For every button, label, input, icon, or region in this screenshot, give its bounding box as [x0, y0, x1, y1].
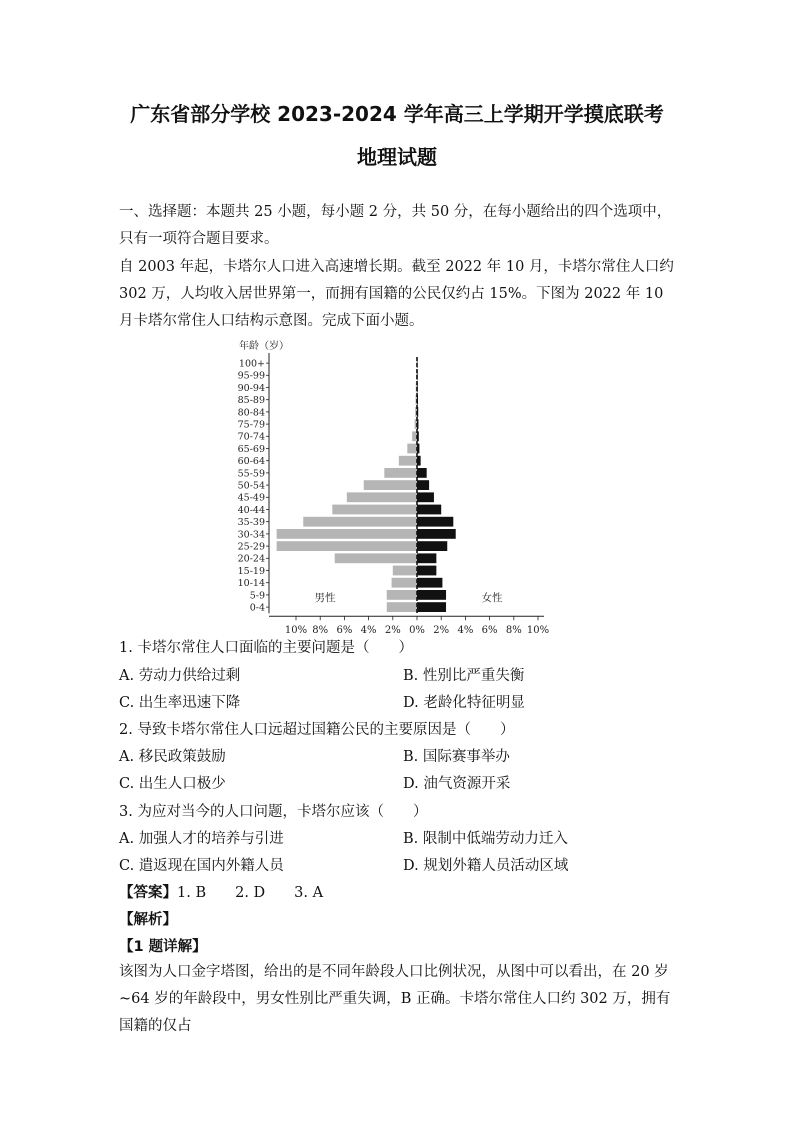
female-series-label: 女性 — [481, 592, 503, 605]
male-bar — [277, 529, 417, 539]
male-bar — [407, 444, 417, 454]
age-tick-label: 5-9 — [249, 590, 265, 602]
analysis-label: 【解析】 — [119, 912, 177, 928]
female-bar — [417, 529, 456, 539]
male-bar — [384, 468, 417, 478]
age-tick-label: 20-24 — [237, 553, 265, 565]
male-bar — [392, 578, 417, 588]
female-bar — [417, 590, 446, 600]
female-bar — [417, 602, 446, 612]
q2-option-b: B. 国际赛事举办 — [403, 749, 510, 765]
answer-label: 【答案】 — [119, 885, 177, 901]
x-tick-label: 8% — [505, 625, 522, 635]
age-tick-label: 85-89 — [237, 395, 265, 407]
paper-title: 广东省部分学校 2023-2024 学年高三上学期开学摸底联考 — [130, 102, 664, 126]
age-tick-label: 30-34 — [237, 529, 265, 541]
x-tick-label: 10% — [284, 625, 308, 635]
q1-option-a: A. 劳动力供给过剩 — [119, 668, 241, 684]
age-tick-label: 15-19 — [237, 565, 265, 577]
x-tick-label: 6% — [336, 625, 353, 635]
detail-text: 该图为人口金字塔图，给出的是不同年龄段人口比例状况，从图中可以看出，在 20 岁~64 岁的年龄段中，男女性别比严重失调，B 正确。卡塔尔常住人口约 302 万，拥有国籍的仅占 — [119, 964, 671, 1034]
age-tick-label: 35-39 — [237, 517, 265, 529]
q3-option-a: A. 加强人才的培养与引进 — [119, 831, 284, 847]
male-bar — [277, 541, 417, 551]
age-tick-label: 80-84 — [237, 407, 265, 419]
q2-option-a: A. 移民政策鼓励 — [119, 749, 226, 765]
female-bar — [417, 553, 436, 563]
x-tick-label: 2% — [384, 625, 401, 635]
q3-option-c: C. 遣返现在国内外籍人员 — [119, 858, 284, 874]
passage-text: 自 2003 年起，卡塔尔人口进入高速增长期。截至 2022 年 10 月，卡塔尔常住人口约 302 万，人均收入居世界第一，而拥有国籍的公民仅约占 15%。下图为 2022 年 10 月卡塔尔常住人口结构示意图。完成下面小题。 — [119, 259, 674, 329]
age-tick-label: 75-79 — [237, 419, 265, 431]
q2-option-d: D. 油气资源开采 — [403, 776, 511, 792]
female-bar — [417, 578, 442, 588]
male-bar — [387, 590, 417, 600]
q3-option-b: B. 限制中低端劳动力迁入 — [403, 831, 568, 847]
x-tick-label: 10% — [526, 625, 550, 635]
detail-label: 【1 题详解】 — [119, 939, 207, 955]
answer-text: 1. B 2. D 3. A — [177, 885, 324, 901]
q1-option-d: D. 老龄化特征明显 — [403, 695, 525, 711]
population-pyramid-chart — [233, 337, 563, 635]
age-tick-label: 90-94 — [237, 382, 265, 394]
male-bar — [332, 505, 417, 515]
female-bar — [417, 492, 434, 502]
x-tick-label: 4% — [457, 625, 474, 635]
paper-subtitle: 地理试题 — [357, 145, 437, 169]
age-tick-label: 0-4 — [249, 602, 265, 614]
age-tick-label: 40-44 — [237, 504, 265, 516]
age-tick-label: 50-54 — [237, 480, 265, 492]
y-axis-label: 年龄（岁） — [239, 341, 289, 352]
male-bar — [303, 517, 417, 527]
x-tick-label: 4% — [360, 625, 377, 635]
q3-option-d: D. 规划外籍人员活动区域 — [403, 858, 569, 874]
age-tick-label: 45-49 — [237, 492, 265, 504]
male-bar — [387, 602, 417, 612]
answer-line — [119, 881, 323, 902]
male-bar — [364, 480, 417, 490]
female-bar — [417, 505, 441, 515]
female-bar — [417, 468, 427, 478]
question-3-stem: 3. 为应对当今的人口问题，卡塔尔应该（ ） — [119, 804, 428, 820]
age-tick-label: 65-69 — [237, 443, 265, 455]
x-tick-label: 6% — [481, 625, 498, 635]
q2-option-c: C. 出生人口极少 — [119, 776, 226, 792]
section-heading: 一、选择题：本题共 25 小题，每小题 2 分，共 50 分，在每小题给出的四个选项中，只有一项符合题目要求。 — [119, 204, 672, 247]
female-bar — [417, 566, 436, 576]
male-bar — [393, 566, 417, 576]
q1-option-b: B. 性别比严重失衡 — [403, 668, 525, 684]
female-bar — [417, 541, 447, 551]
x-tick-label: 2% — [433, 625, 450, 635]
female-bar — [417, 480, 429, 490]
age-tick-label: 70-74 — [237, 431, 265, 443]
age-tick-label: 60-64 — [237, 456, 265, 468]
question-2-stem: 2. 导致卡塔尔常住人口远超过国籍公民的主要原因是（ ） — [119, 722, 515, 738]
q1-option-c: C. 出生率迅速下降 — [119, 695, 241, 711]
male-series-label: 男性 — [314, 592, 336, 605]
x-tick-label: 8% — [312, 625, 329, 635]
question-1-stem: 1. 卡塔尔常住人口面临的主要问题是（ ） — [119, 640, 413, 656]
female-bar — [417, 517, 453, 527]
age-tick-label: 95-99 — [237, 370, 265, 382]
age-tick-label: 10-14 — [237, 578, 265, 590]
male-bar — [347, 492, 417, 502]
age-tick-label: 100+ — [238, 358, 265, 370]
age-tick-label: 25-29 — [237, 541, 265, 553]
male-bar — [335, 553, 417, 563]
x-tick-label: 0% — [409, 625, 425, 635]
age-tick-label: 55-59 — [237, 468, 265, 480]
male-bar — [399, 456, 417, 466]
